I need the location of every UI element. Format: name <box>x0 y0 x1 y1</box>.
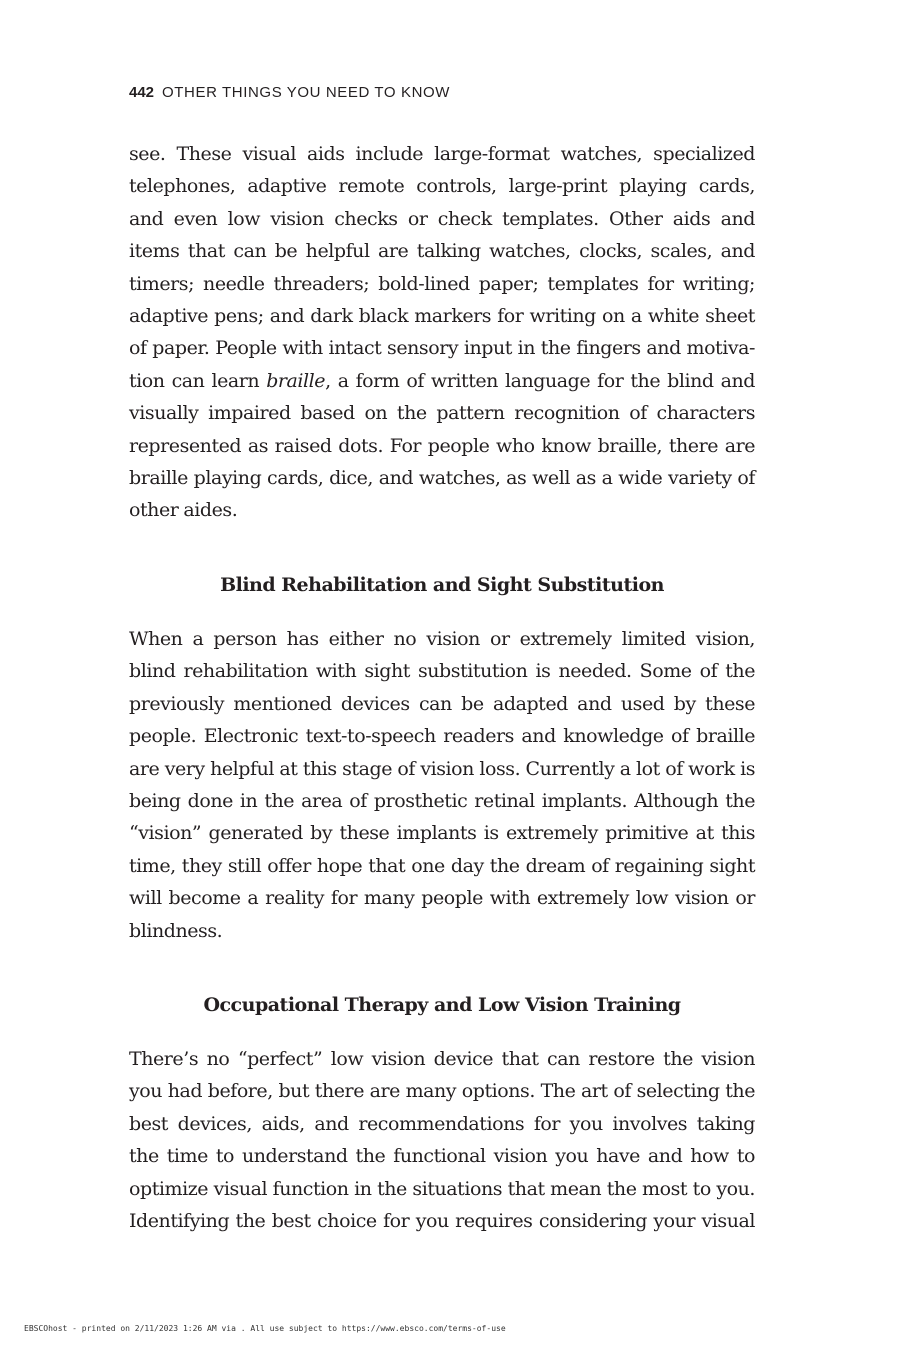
text-line: the time to understand the functional vision you have and how to <box>129 1145 755 1168</box>
print-footer-note: EBSCOhost - printed on 2/11/2023 1:26 AM via . All use subject to https://www.ebsco.com/terms-of-use <box>24 1324 506 1333</box>
text-line: adaptive pens; and dark black markers for writing on a white sheet <box>129 304 755 327</box>
text-line: timers; needle threaders; bold-lined paper; templates for writing; <box>129 272 755 295</box>
text-line: telephones, adaptive remote controls, large-print playing cards, <box>129 175 755 198</box>
section-heading-blind-rehabilitation: Blind Rehabilitation and Sight Substitution <box>220 574 664 596</box>
text-line: other aides. <box>129 499 238 522</box>
text-line: visually impaired based on the pattern recognition of characters <box>129 402 755 425</box>
text-line: “vision” generated by these implants is extremely primitive at this <box>129 822 755 845</box>
text-line: people. Electronic text-to-speech readers and knowledge of braille <box>129 725 755 748</box>
running-header <box>129 84 450 101</box>
text-line: of paper. People with intact sensory input in the fingers and motiva- <box>129 337 755 360</box>
paragraph-blind-rehabilitation <box>129 623 755 947</box>
text-line: time, they still offer hope that one day the dream of regaining sight <box>129 854 755 877</box>
text-line: and even low vision checks or check templates. Other aids and <box>129 207 755 230</box>
text-line: previously mentioned devices can be adapted and used by these <box>129 692 755 715</box>
text-line: optimize visual function in the situations that mean the most to you. <box>129 1177 755 1200</box>
text-line: represented as raised dots. For people who know braille, there are <box>129 434 755 457</box>
text-line: will become a reality for many people with extremely low vision or <box>129 887 755 910</box>
text-line: When a person has either no vision or extremely limited vision, <box>129 628 755 650</box>
text-line: blind rehabilitation with sight substitution is needed. Some of the <box>129 660 755 683</box>
paragraph-visual-aids <box>129 138 755 527</box>
text-segment: tion can learn <box>129 369 267 392</box>
text-line: items that can be helpful are talking watches, clocks, scales, and <box>129 240 755 263</box>
text-line: see. These visual aids include large-format watches, specialized <box>129 143 755 165</box>
text-line: best devices, aids, and recommendations for you involves taking <box>129 1112 755 1135</box>
page-number: 442 <box>129 84 155 101</box>
text-line: you had before, but there are many options. The art of selecting the <box>129 1080 755 1103</box>
text-line: Identifying the best choice for you requires considering your visual <box>129 1209 755 1232</box>
braille-term: braille <box>266 369 326 392</box>
running-title: OTHER THINGS YOU NEED TO KNOW <box>162 84 451 101</box>
text-segment: , a form of written language for the blind and <box>325 369 755 392</box>
text-line: are very helpful at this stage of vision loss. Currently a lot of work is <box>129 757 755 780</box>
text-line: being done in the area of prosthetic retinal implants. Although the <box>129 789 755 812</box>
text-line: braille playing cards, dice, and watches, as well as a wide variety of <box>129 466 755 489</box>
text-line: There’s no “perfect” low vision device that can restore the vision <box>129 1048 755 1070</box>
paragraph-occupational-therapy <box>129 1043 755 1237</box>
text-line-braille <box>129 365 755 397</box>
text-line: blindness. <box>129 919 223 942</box>
section-heading-occupational-therapy: Occupational Therapy and Low Vision Training <box>203 994 681 1016</box>
